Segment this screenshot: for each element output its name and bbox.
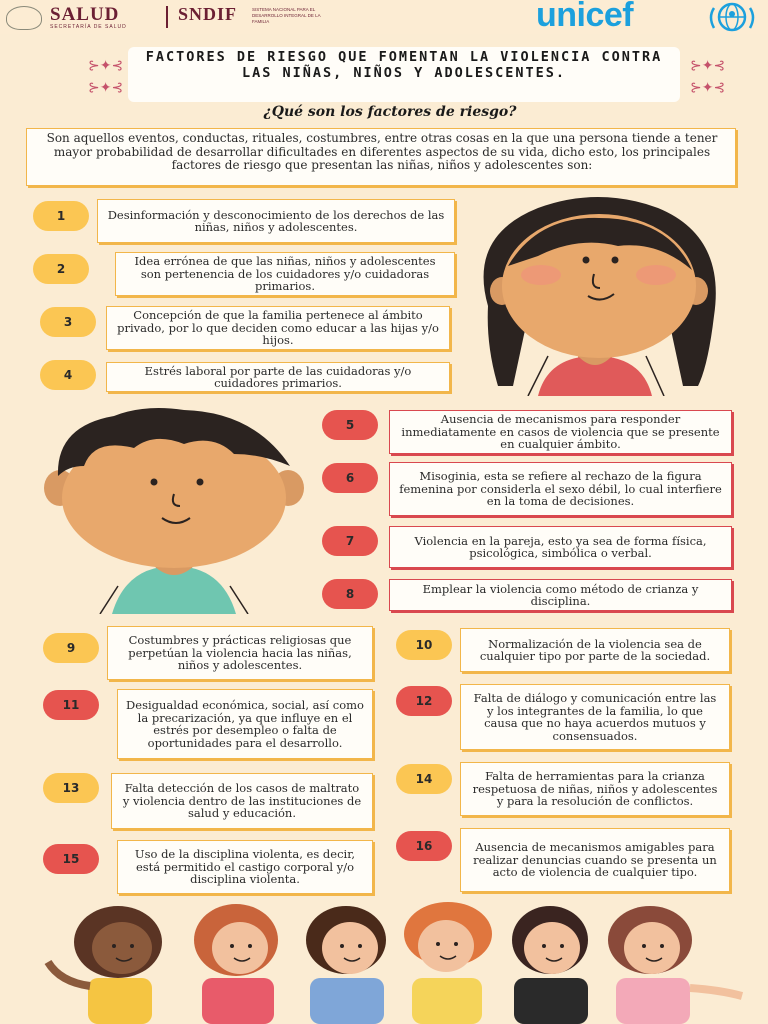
factor-number-5: 5 bbox=[322, 410, 378, 440]
factor-card-3: Concepción de que la familia pertenece al ámbito privado, por lo que deciden como educar a las hijas y/o hijos. bbox=[106, 306, 450, 350]
factor-card-7: Violencia en la pareja, esto ya sea de forma física, psicológica, simbólica o verbal. bbox=[389, 526, 732, 568]
unicef-label: unicef bbox=[536, 0, 634, 34]
intro-text: Son aquellos eventos, conductas, rituales, costumbres, entre otras cosas en la que una persona tiende a tener mayor probabilidad de desarrollar dificultades en diferentes aspectos de su vida, dicho esto, los principales factores de riesgo que presentan las niñas, niños y adolescentes son: bbox=[46, 131, 718, 172]
factor-number-4: 4 bbox=[40, 360, 96, 390]
deco-left-icon: ⊱✦⊰ bbox=[88, 58, 124, 74]
factor-number-12: 12 bbox=[396, 686, 452, 716]
deco-right-icon: ⊱✦⊰ bbox=[690, 58, 726, 74]
factor-card-6: Misoginia, esta se refiere al rechazo de la figura femenina por considerla el sexo débil, lo cual interfiere en la toma de decisiones. bbox=[389, 462, 732, 516]
sndif-sub-label: SISTEMA NACIONAL PARA EL DESARROLLO INTEGRAL DE LA FAMILIA bbox=[252, 7, 321, 24]
factor-card-15: Uso de la disciplina violenta, es decir, está permitido el castigo corporal y/o disciplina violenta. bbox=[117, 840, 373, 894]
girl-illustration bbox=[468, 196, 732, 396]
factor-card-5: Ausencia de mecanismos para responder inmediatamente en casos de violencia que se presente en cualquier ámbito. bbox=[389, 410, 732, 454]
deco-right-icon: ⊱✦⊰ bbox=[690, 80, 726, 96]
factor-number-10: 10 bbox=[396, 630, 452, 660]
mexico-crest-icon bbox=[6, 6, 42, 30]
salud-label: SALUD bbox=[50, 4, 120, 25]
factor-card-12: Falta de diálogo y comunicación entre las y los integrantes de la familia, lo que causa que no haya acuerdos mutuos y consensuados. bbox=[460, 684, 730, 750]
children-group-illustration bbox=[40, 900, 750, 1024]
factor-card-16: Ausencia de mecanismos amigables para realizar denuncias cuando se presenta un acto de violencia de cualquier tipo. bbox=[460, 828, 730, 892]
factor-card-2: Idea errónea de que las niñas, niños y adolescentes son pertenencia de los cuidadores y/o cuidadoras primarios. bbox=[115, 252, 455, 296]
factor-card-13: Falta detección de los casos de maltrato y violencia dentro de las instituciones de salud y educación. bbox=[111, 773, 373, 829]
factor-card-8: Emplear la violencia como método de crianza y disciplina. bbox=[389, 579, 732, 611]
factor-number-13: 13 bbox=[43, 773, 99, 803]
factor-number-14: 14 bbox=[396, 764, 452, 794]
sndif-label: SNDIF bbox=[178, 4, 238, 24]
factor-number-15: 15 bbox=[43, 844, 99, 874]
factor-card-11: Desigualdad económica, social, así como la precarización, ya que influye en el estrés por desempleo o falta de oportunidades para el desarrollo. bbox=[117, 689, 373, 759]
factor-number-11: 11 bbox=[43, 690, 99, 720]
boy-illustration bbox=[34, 406, 314, 614]
factor-card-14: Falta de herramientas para la crianza respetuosa de niñas, niños y adolescentes y para la resolución de conflictos. bbox=[460, 762, 730, 816]
page-title: FACTORES DE RIESGO QUE FOMENTAN LA VIOLENCIA CONTRA LAS NIÑAS, NIÑOS Y ADOLESCENTES. bbox=[145, 49, 663, 81]
deco-left-icon: ⊱✦⊰ bbox=[88, 80, 124, 96]
factor-number-8: 8 bbox=[322, 579, 378, 609]
unicef-globe-icon bbox=[704, 2, 760, 32]
factor-number-7: 7 bbox=[322, 526, 378, 556]
factor-card-9: Costumbres y prácticas religiosas que perpetúan la violencia hacia las niñas, niños y adolescentes. bbox=[107, 626, 373, 680]
section-subtitle: ¿Qué son los factores de riesgo? bbox=[263, 104, 517, 120]
factor-card-10: Normalización de la violencia sea de cualquier tipo por parte de la sociedad. bbox=[460, 628, 730, 672]
factor-card-1: Desinformación y desconocimiento de los derechos de las niñas, niños y adolescentes. bbox=[97, 199, 455, 243]
factor-number-16: 16 bbox=[396, 831, 452, 861]
salud-logo bbox=[6, 5, 127, 30]
salud-sub-label: SECRETARÍA DE SALUD bbox=[50, 24, 127, 30]
factor-number-1: 1 bbox=[33, 201, 89, 231]
logo-divider bbox=[166, 6, 168, 28]
factor-number-2: 2 bbox=[33, 254, 89, 284]
factor-number-6: 6 bbox=[322, 463, 378, 493]
factor-number-9: 9 bbox=[43, 633, 99, 663]
factor-card-4: Estrés laboral por parte de las cuidadoras y/o cuidadores primarios. bbox=[106, 362, 450, 392]
factor-number-3: 3 bbox=[40, 307, 96, 337]
